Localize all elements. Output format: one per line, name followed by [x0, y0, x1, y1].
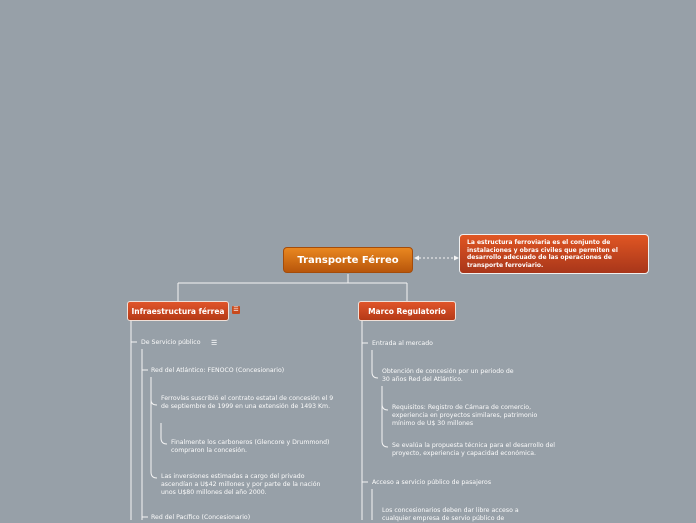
topic-infraestructura[interactable] — [127, 301, 229, 321]
definition-note-text: La estructura ferroviaria es el conjunto de instalaciones y obras civiles que permiten el desarrollo adecuado de las operaciones de transporte ferroviario. — [467, 239, 618, 269]
root-topic[interactable] — [283, 247, 413, 273]
subtopic-requisitos[interactable]: Requisitos: Registro de Cámara de comercio, experiencia en proyectos similares, patrimonio mínimo de U$ 30 millones — [392, 404, 538, 427]
subtopic-servicio-publico[interactable]: De Servicio público — [141, 339, 201, 346]
topic-infraestructura-label: Infraestructura férrea — [131, 306, 225, 316]
subtopic-concesion[interactable]: Obtención de concesión por un periodo de 30 años Red del Atlántico. — [382, 368, 514, 383]
subtopic-ferrovias[interactable]: Ferrovías suscribió el contrato estatal de concesión el 9 de septiembre de 1999 en una extensión de 1493 Km. — [161, 395, 334, 410]
root-topic-label: Transporte Férreo — [297, 254, 399, 266]
notes-icon[interactable]: ☰ — [233, 306, 239, 313]
subtopic-libre-acceso[interactable]: Los concesionarios deben dar libre acceso a cualquier empresa de servio público de — [382, 507, 519, 522]
topic-marco-regulatorio[interactable] — [358, 301, 456, 321]
subtopic-propuesta[interactable]: Se evalúa la propuesta técnica para el desarrollo del proyecto, experiencia y capacidad económica. — [392, 442, 555, 457]
notes-icon[interactable]: ☰ — [211, 339, 218, 347]
subtopic-inversiones[interactable]: Las inversiones estimadas a cargo del privado ascendían a U$42 millones y por parte de la nación unos U$80 millones del año 2000. — [161, 473, 321, 496]
subtopic-red-pacifico[interactable]: Red del Pacífico (Concesionario) — [151, 514, 251, 521]
definition-note[interactable] — [459, 234, 649, 274]
subtopic-acceso-pasajeros[interactable]: Acceso a servicio público de pasajeros — [372, 479, 492, 486]
subtopic-red-atlantico[interactable]: Red del Atlántico: FENOCO (Concesionario) — [151, 367, 285, 374]
subtopic-carboneros[interactable]: Finalmente los carboneros (Glencore y Drummond) compraron la concesión. — [171, 439, 330, 454]
subtopic-entrada-mercado[interactable]: Entrada al mercado — [372, 340, 433, 347]
topic-marco-regulatorio-label: Marco Regulatorio — [368, 306, 446, 316]
